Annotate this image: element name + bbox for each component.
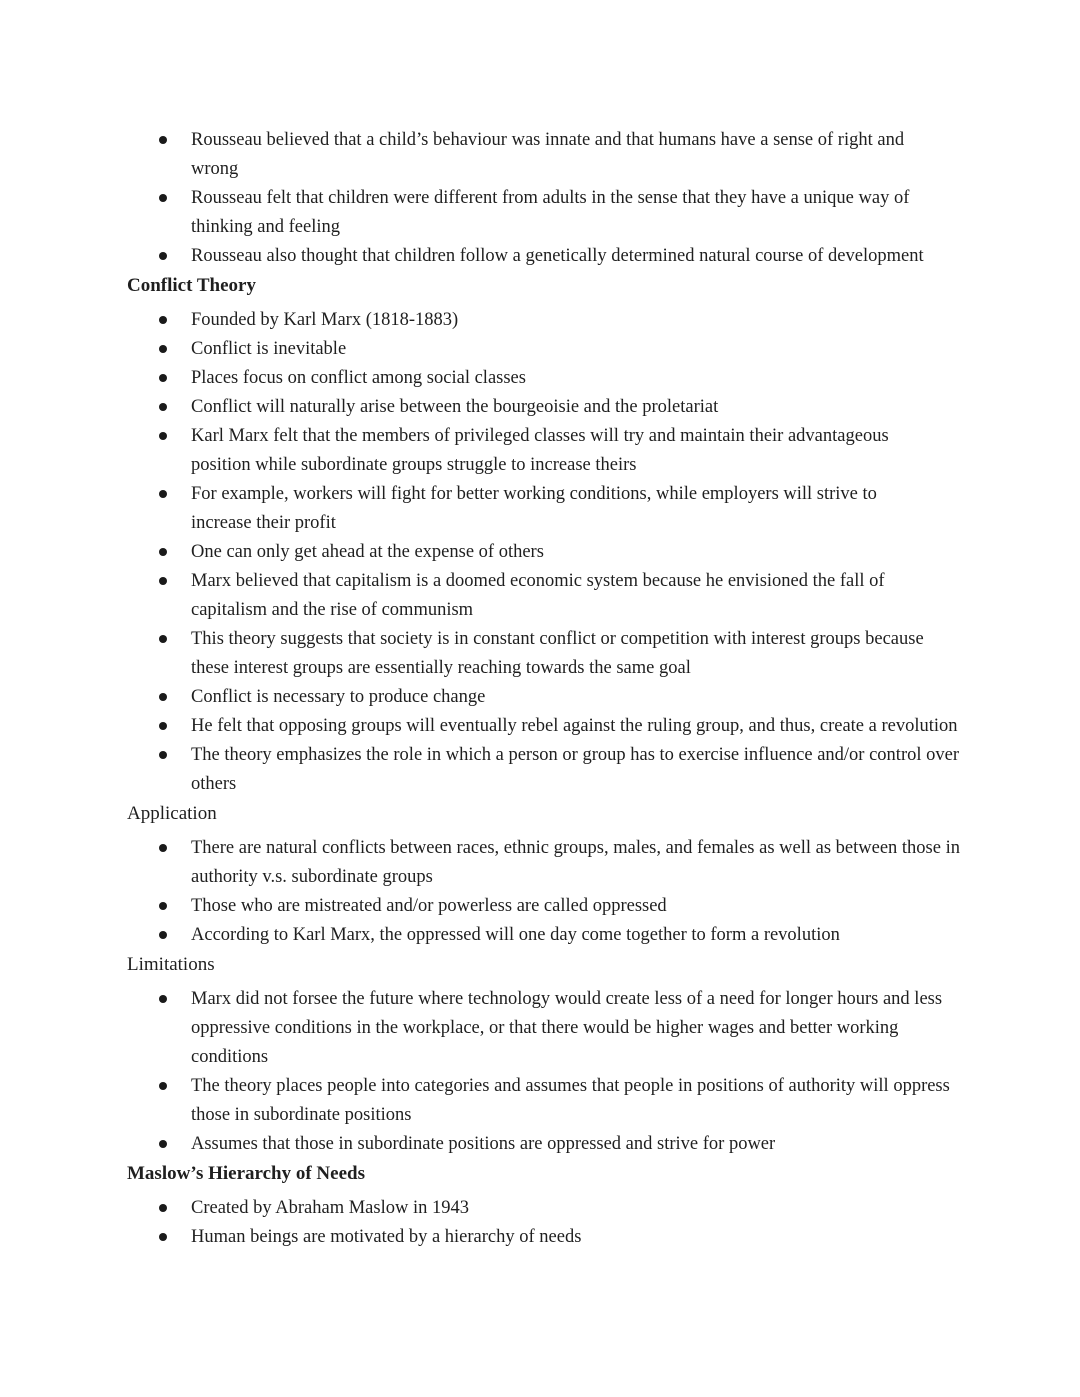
limitations-bullet-list — [127, 985, 962, 1159]
list-item: Conflict will naturally arise between the bourgeoisie and the proletariat — [127, 393, 962, 422]
list-item: The theory places people into categories and assumes that people in positions of authority will oppress those in subordinate positions — [127, 1072, 961, 1130]
list-item: He felt that opposing groups will eventually rebel against the ruling group, and thus, create a revolution — [127, 712, 1021, 741]
list-item: Rousseau believed that a child’s behaviour was innate and that humans have a sense of right and wrong — [127, 126, 951, 184]
conflict-theory-bullet-list — [127, 306, 962, 799]
list-item: Rousseau felt that children were different from adults in the sense that they have a unique way of thinking and feeling — [127, 184, 941, 242]
maslow-bullet-list — [127, 1194, 962, 1252]
list-item: Rousseau also thought that children follow a genetically determined natural course of development — [127, 242, 981, 271]
list-item: Those who are mistreated and/or powerless are called oppressed — [127, 892, 962, 921]
list-item: Conflict is necessary to produce change — [127, 683, 962, 712]
list-item: Places focus on conflict among social classes — [127, 364, 962, 393]
document-page — [127, 126, 962, 1252]
list-item: Marx did not forsee the future where technology would create less of a need for longer hours and less oppressive conditions in the workplace, or that there would be higher wages and better working conditions — [127, 985, 951, 1072]
intro-bullet-list — [127, 126, 962, 271]
list-item: According to Karl Marx, the oppressed will one day come together to form a revolution — [127, 921, 962, 950]
list-item: Assumes that those in subordinate positions are oppressed and strive for power — [127, 1130, 962, 1159]
list-item: Marx believed that capitalism is a doomed economic system because he envisioned the fall of capitalism and the rise of communism — [127, 567, 961, 625]
list-item: Conflict is inevitable — [127, 335, 962, 364]
subheading-limitations: Limitations — [127, 954, 215, 975]
list-item: One can only get ahead at the expense of others — [127, 538, 962, 567]
list-item: There are natural conflicts between races, ethnic groups, males, and females as well as between those in authority v.s. subordinate groups — [127, 834, 961, 892]
subheading-application: Application — [127, 803, 217, 824]
list-item: Human beings are motivated by a hierarchy of needs — [127, 1223, 962, 1252]
section-heading-conflict-theory: Conflict Theory — [127, 275, 256, 296]
section-heading-maslow: Maslow’s Hierarchy of Needs — [127, 1163, 365, 1184]
list-item: For example, workers will fight for better working conditions, while employers will strive to increase their profit — [127, 480, 941, 538]
application-bullet-list — [127, 834, 962, 950]
list-item: Created by Abraham Maslow in 1943 — [127, 1194, 962, 1223]
list-item: Karl Marx felt that the members of privileged classes will try and maintain their advantageous position while subordinate groups struggle to increase theirs — [127, 422, 951, 480]
list-item: Founded by Karl Marx (1818-1883) — [127, 306, 962, 335]
list-item: The theory emphasizes the role in which a person or group has to exercise influence and/or control over others — [127, 741, 971, 799]
list-item: This theory suggests that society is in constant conflict or competition with interest groups because these interest groups are essentially reaching towards the same goal — [127, 625, 951, 683]
